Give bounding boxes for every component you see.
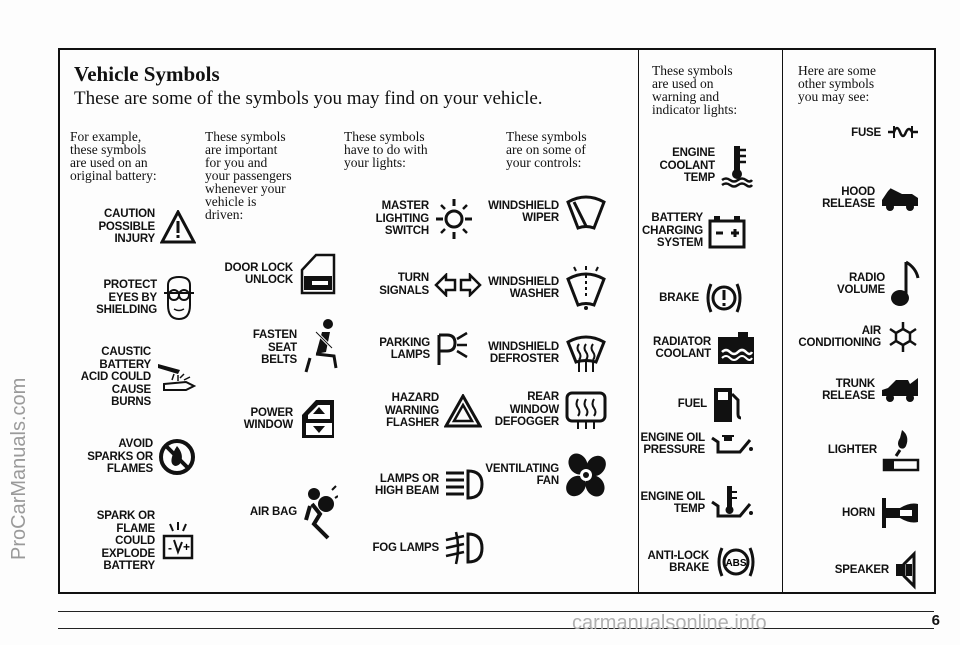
radiator-icon xyxy=(716,330,756,366)
fog-lamp-icon xyxy=(444,528,484,568)
battery-item-caution xyxy=(98,208,196,246)
master-lighting-icon xyxy=(434,197,474,241)
lights-item-fog-lamps xyxy=(372,528,484,568)
battery-item-caustic-acid xyxy=(81,346,196,409)
oil-can-icon xyxy=(710,430,754,458)
page-subtitle: These are some of the symbols you may find on your vehicle. xyxy=(74,88,543,109)
battery-item-avoid-sparks xyxy=(87,438,196,476)
other-item-radio-volume xyxy=(837,258,920,310)
lights-intro: These symbols have to do with your lights: xyxy=(344,129,428,170)
symbol-label: ENGINE COOLANT TEMP xyxy=(659,147,715,185)
snowflake-icon xyxy=(886,320,920,354)
driven-item-seat-belts xyxy=(253,318,338,378)
abs-badge-text: ABS xyxy=(725,558,747,569)
symbol-label: ENGINE OIL PRESSURE xyxy=(640,431,705,456)
symbol-label: FUSE xyxy=(851,126,881,139)
symbol-label: AIR CONDITIONING xyxy=(798,324,881,349)
lights-item-parking-lamps xyxy=(379,331,469,367)
symbol-label: FASTEN SEAT BELTS xyxy=(252,329,297,367)
symbol-label: ANTI-LOCK BRAKE xyxy=(647,549,709,574)
speaker-icon xyxy=(894,550,920,590)
brake-icon xyxy=(704,278,744,318)
coolant-temp-icon xyxy=(720,144,754,188)
symbol-label: TRUNK RELEASE xyxy=(822,377,875,402)
goggles-face-icon xyxy=(162,275,196,321)
lighter-icon xyxy=(882,428,920,472)
hazard-triangle-icon xyxy=(444,394,482,428)
other-intro: Here are some other symbols you may see: xyxy=(798,63,876,104)
symbol-label: AVOID SPARKS OR FLAMES xyxy=(87,438,153,476)
no-flame-icon xyxy=(158,438,196,476)
oil-temp-icon xyxy=(710,484,754,522)
column-divider xyxy=(638,50,639,592)
warning-item-battery xyxy=(642,212,746,250)
driven-item-power-window xyxy=(244,397,338,441)
door-lock-icon xyxy=(298,252,338,296)
trunk-release-icon xyxy=(880,376,920,404)
battery-intro: For example, these symbols are used on an original battery: xyxy=(70,129,157,183)
symbol-label: FUEL xyxy=(677,397,707,410)
controls-item-defroster xyxy=(488,332,608,374)
warning-triangle-icon xyxy=(160,210,196,244)
controls-item-washer xyxy=(488,265,608,311)
bottom-watermark: carmanualsonline.info xyxy=(572,612,767,634)
other-item-air-conditioning xyxy=(798,320,920,354)
fuel-pump-icon xyxy=(712,384,744,424)
parking-lamp-icon xyxy=(435,331,469,367)
lights-item-hazard xyxy=(385,392,482,430)
symbol-label: LIGHTER xyxy=(827,443,877,456)
symbol-label: SPARK OR FLAME COULD EXPLODE BATTERY xyxy=(96,510,155,572)
power-window-icon xyxy=(298,397,338,441)
page-frame xyxy=(58,48,936,594)
symbol-label: WINDSHIELD WASHER xyxy=(488,275,559,300)
symbol-label: POWER WINDOW xyxy=(243,406,293,431)
controls-item-rear-defogger xyxy=(495,390,608,430)
driven-intro: These symbols are important for you and your passengers whenever your vehicle is driven: xyxy=(205,129,292,222)
hood-release-icon xyxy=(880,184,920,212)
symbol-label: MASTER LIGHTING SWITCH xyxy=(375,200,429,238)
symbol-label: TURN SIGNALS xyxy=(379,272,429,297)
other-item-lighter xyxy=(828,428,920,472)
driven-item-air-bag xyxy=(250,484,338,540)
symbol-label: HOOD RELEASE xyxy=(822,185,875,210)
turn-signal-icon xyxy=(434,273,482,297)
battery-item-explode xyxy=(97,510,196,573)
symbol-label: CAUSTIC BATTERY ACID COULD CAUSE BURNS xyxy=(80,346,151,408)
fan-icon xyxy=(564,450,608,500)
driven-item-door-lock xyxy=(225,252,338,296)
warning-item-fuel xyxy=(678,384,744,424)
controls-item-wiper xyxy=(488,192,608,232)
symbol-label: DOOR LOCK UNLOCK xyxy=(224,261,293,286)
warning-item-coolant-temp xyxy=(660,144,754,188)
symbol-label: RADIO VOLUME xyxy=(837,271,885,296)
page-number: 6 xyxy=(931,612,940,629)
symbol-label: HAZARD WARNING FLASHER xyxy=(384,392,439,429)
symbol-label: BATTERY CHARGING SYSTEM xyxy=(641,212,703,249)
controls-item-fan xyxy=(485,450,608,500)
symbol-label: VENTILATING FAN xyxy=(485,462,559,487)
air-bag-icon xyxy=(302,484,338,540)
rear-defogger-icon xyxy=(564,390,608,430)
symbol-label: PARKING LAMPS xyxy=(379,336,430,361)
battery-icon xyxy=(708,213,746,249)
battery-item-protect-eyes xyxy=(96,275,196,321)
wiper-icon xyxy=(564,192,608,232)
symbol-label: WINDSHIELD WIPER xyxy=(488,199,559,224)
high-beam-icon xyxy=(444,468,484,502)
lights-item-turn-signals xyxy=(379,272,482,297)
abs-icon xyxy=(714,542,758,582)
warning-item-brake xyxy=(659,278,744,318)
lights-item-master-switch xyxy=(376,197,474,241)
washer-icon xyxy=(564,265,608,311)
other-item-fuse xyxy=(851,122,920,144)
svg-text:+: + xyxy=(183,540,191,555)
acid-hand-icon xyxy=(156,360,196,394)
music-note-icon xyxy=(890,258,920,310)
lights-item-high-beam xyxy=(375,468,484,502)
svg-text:-: - xyxy=(168,541,172,556)
side-watermark: ProCarManuals.com xyxy=(8,377,30,560)
warning-intro: These symbols are used on warning and indicator lights: xyxy=(652,63,738,117)
page-title: Vehicle Symbols xyxy=(74,62,220,86)
symbol-label: REAR WINDOW DEFOGGER xyxy=(494,391,559,429)
symbol-label: LAMPS OR HIGH BEAM xyxy=(374,472,439,497)
controls-intro: These symbols are on some of your controls: xyxy=(506,129,587,170)
exploding-battery-icon xyxy=(160,520,196,562)
symbol-label: AIR BAG xyxy=(249,505,297,518)
symbol-label: BRAKE xyxy=(659,291,699,304)
seat-belt-icon xyxy=(302,318,338,378)
symbol-label: HORN xyxy=(841,506,875,519)
fuse-icon xyxy=(886,122,920,144)
symbol-label: ENGINE OIL TEMP xyxy=(640,490,705,515)
warning-item-oil-pressure xyxy=(641,430,754,458)
symbol-label: SPEAKER xyxy=(834,563,889,576)
symbol-label: WINDSHIELD DEFROSTER xyxy=(488,340,559,365)
symbol-label: RADIATOR COOLANT xyxy=(652,335,711,360)
warning-item-oil-temp xyxy=(641,484,754,522)
footer-rule xyxy=(58,628,934,629)
warning-item-radiator xyxy=(653,330,756,366)
other-item-hood-release xyxy=(822,184,920,212)
footer-rule xyxy=(58,611,934,612)
horn-icon xyxy=(880,496,920,530)
column-divider xyxy=(782,50,783,592)
other-item-speaker xyxy=(835,550,920,590)
symbol-label: PROTECT EYES BY SHIELDING xyxy=(96,279,157,317)
other-item-trunk-release xyxy=(822,376,920,404)
defroster-icon xyxy=(564,332,608,374)
symbol-label: FOG LAMPS xyxy=(372,541,439,554)
other-item-horn xyxy=(842,496,920,530)
symbol-label: CAUTION POSSIBLE INJURY xyxy=(98,208,155,245)
warning-item-abs xyxy=(648,542,758,582)
